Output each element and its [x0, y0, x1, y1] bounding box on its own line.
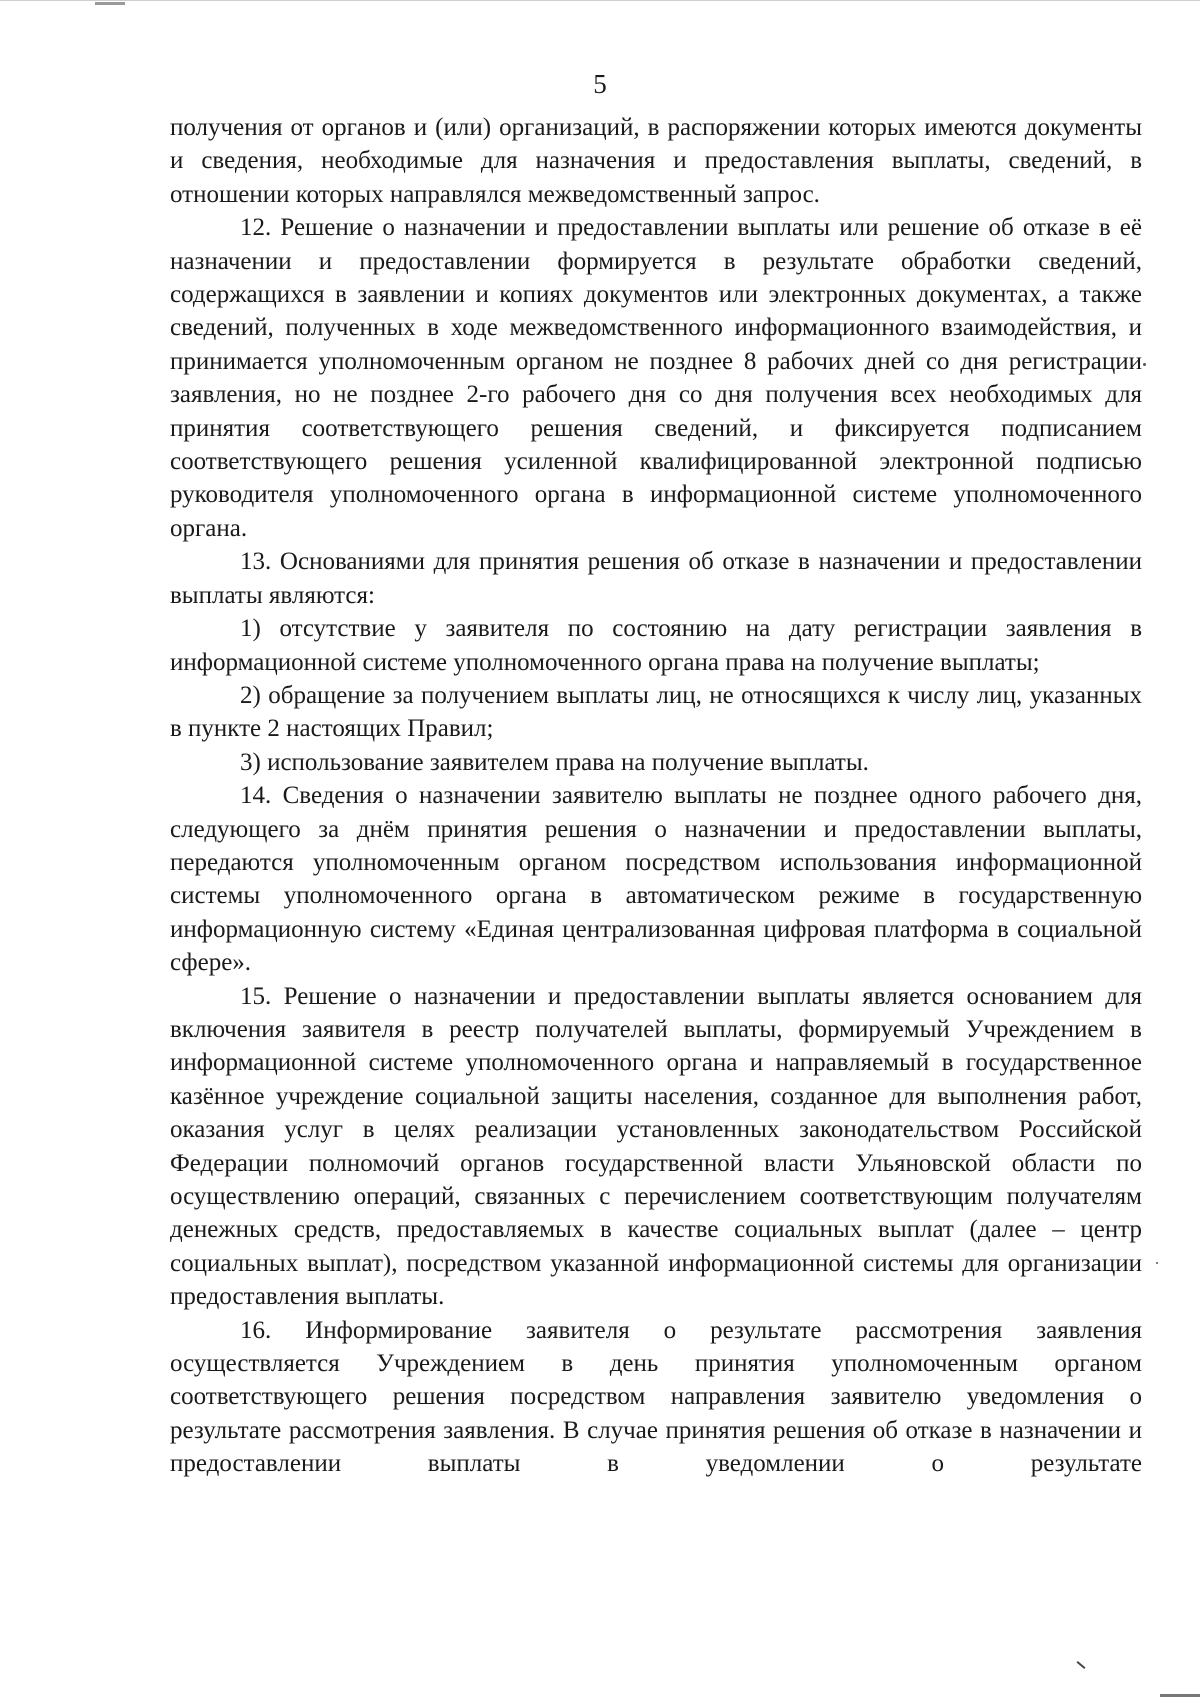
list-item-2: 2) обращение за получением выплаты лиц, не относящихся к числу лиц, указанных в пункте 2 настоящих Правил;: [170, 681, 1142, 743]
document-body: [170, 111, 1142, 1481]
paragraph-item-15: 15. Решение о назначении и предоставлении выплаты является основанием для включения заявителя в реестр получателей выплаты, формируемый Учреждением в информационной системе уполномоченного органа и направляемый в государственное казённое учреждение социальной защиты населения, созданное для выполнения работ, оказания услуг в целях реализации установленных законодательством Российской Федерации полномочий органов государственной власти Ульяновской области по осуществлению операций, связанных с перечислением соответствующим получателям денежных средств, предоставляемых в качестве социальных выплат (далее – центр социальных выплат), посредством указанной информационной системы для организации предоставления выплаты.: [170, 982, 1142, 1311]
paragraph-item-12: 12. Решение о назначении и предоставлении выплаты или решение об отказе в её назначении и предоставлении формируется в результате обработки сведений, содержащихся в заявлении и копиях документов или электронных документах, а также сведений, полученных в ходе межведомственного информационного взаимодействия, и принимается уполномоченным органом не позднее 8 рабочих дней со дня регистрации заявления, но не позднее 2-го рабочего дня со дня получения всех необходимых для принятия соответствующего решения сведений, и фиксируется подписанием соответствующего решения усиленной квалифицированной электронной подписью руководителя уполномоченного органа в информационной системе уполномоченного органа.: [170, 214, 1142, 542]
paragraph-item-16: 16. Информирование заявителя о результате рассмотрения заявления осуществляется Учреждением в день принятия уполномоченным органом соответствующего решения посредством направления заявителю уведомления о результате рассмотрения заявления. В случае принятия решения об отказе в назначении и предоставлении выплаты в уведомлении о результате: [170, 1316, 1142, 1478]
paragraph-item-14: 14. Сведения о назначении заявителю выплаты не позднее одного рабочего дня, следующего за днём принятия решения о назначении и предоставлении выплаты, передаются уполномоченным органом посредством использования информационной системы уполномоченного органа в автоматическом режиме в государственную информационную систему «Единая централизованная цифровая платформа в социальной сфере».: [170, 782, 1142, 977]
list-item-1: 1) отсутствие у заявителя по состоянию на дату регистрации заявления в информационной системе уполномоченного органа права на получение выплаты;: [170, 615, 1142, 676]
page-number: 5: [593, 69, 607, 99]
scan-artifact-mark: [95, 2, 125, 5]
scan-top-edge: [0, 0, 1200, 1]
scan-speck: [1143, 363, 1146, 366]
list-item-3: 3) использование заявителем права на получение выплаты.: [240, 748, 869, 776]
paragraph-item-13: 13. Основаниями для принятия решения об отказе в назначении и предоставлении выплаты являются:: [170, 548, 1142, 609]
scan-speck: [1156, 1262, 1158, 1264]
paragraph-continuation: получения от органов и (или) организаций, в распоряжении которых имеются документы и сведения, необходимые для назначения и предоставления выплаты, сведений, в отношении которых направлялся межведомственный запрос.: [170, 114, 1142, 208]
scan-corner-mark: [1160, 1694, 1200, 1697]
scan-tick-mark: [1077, 1661, 1086, 1669]
